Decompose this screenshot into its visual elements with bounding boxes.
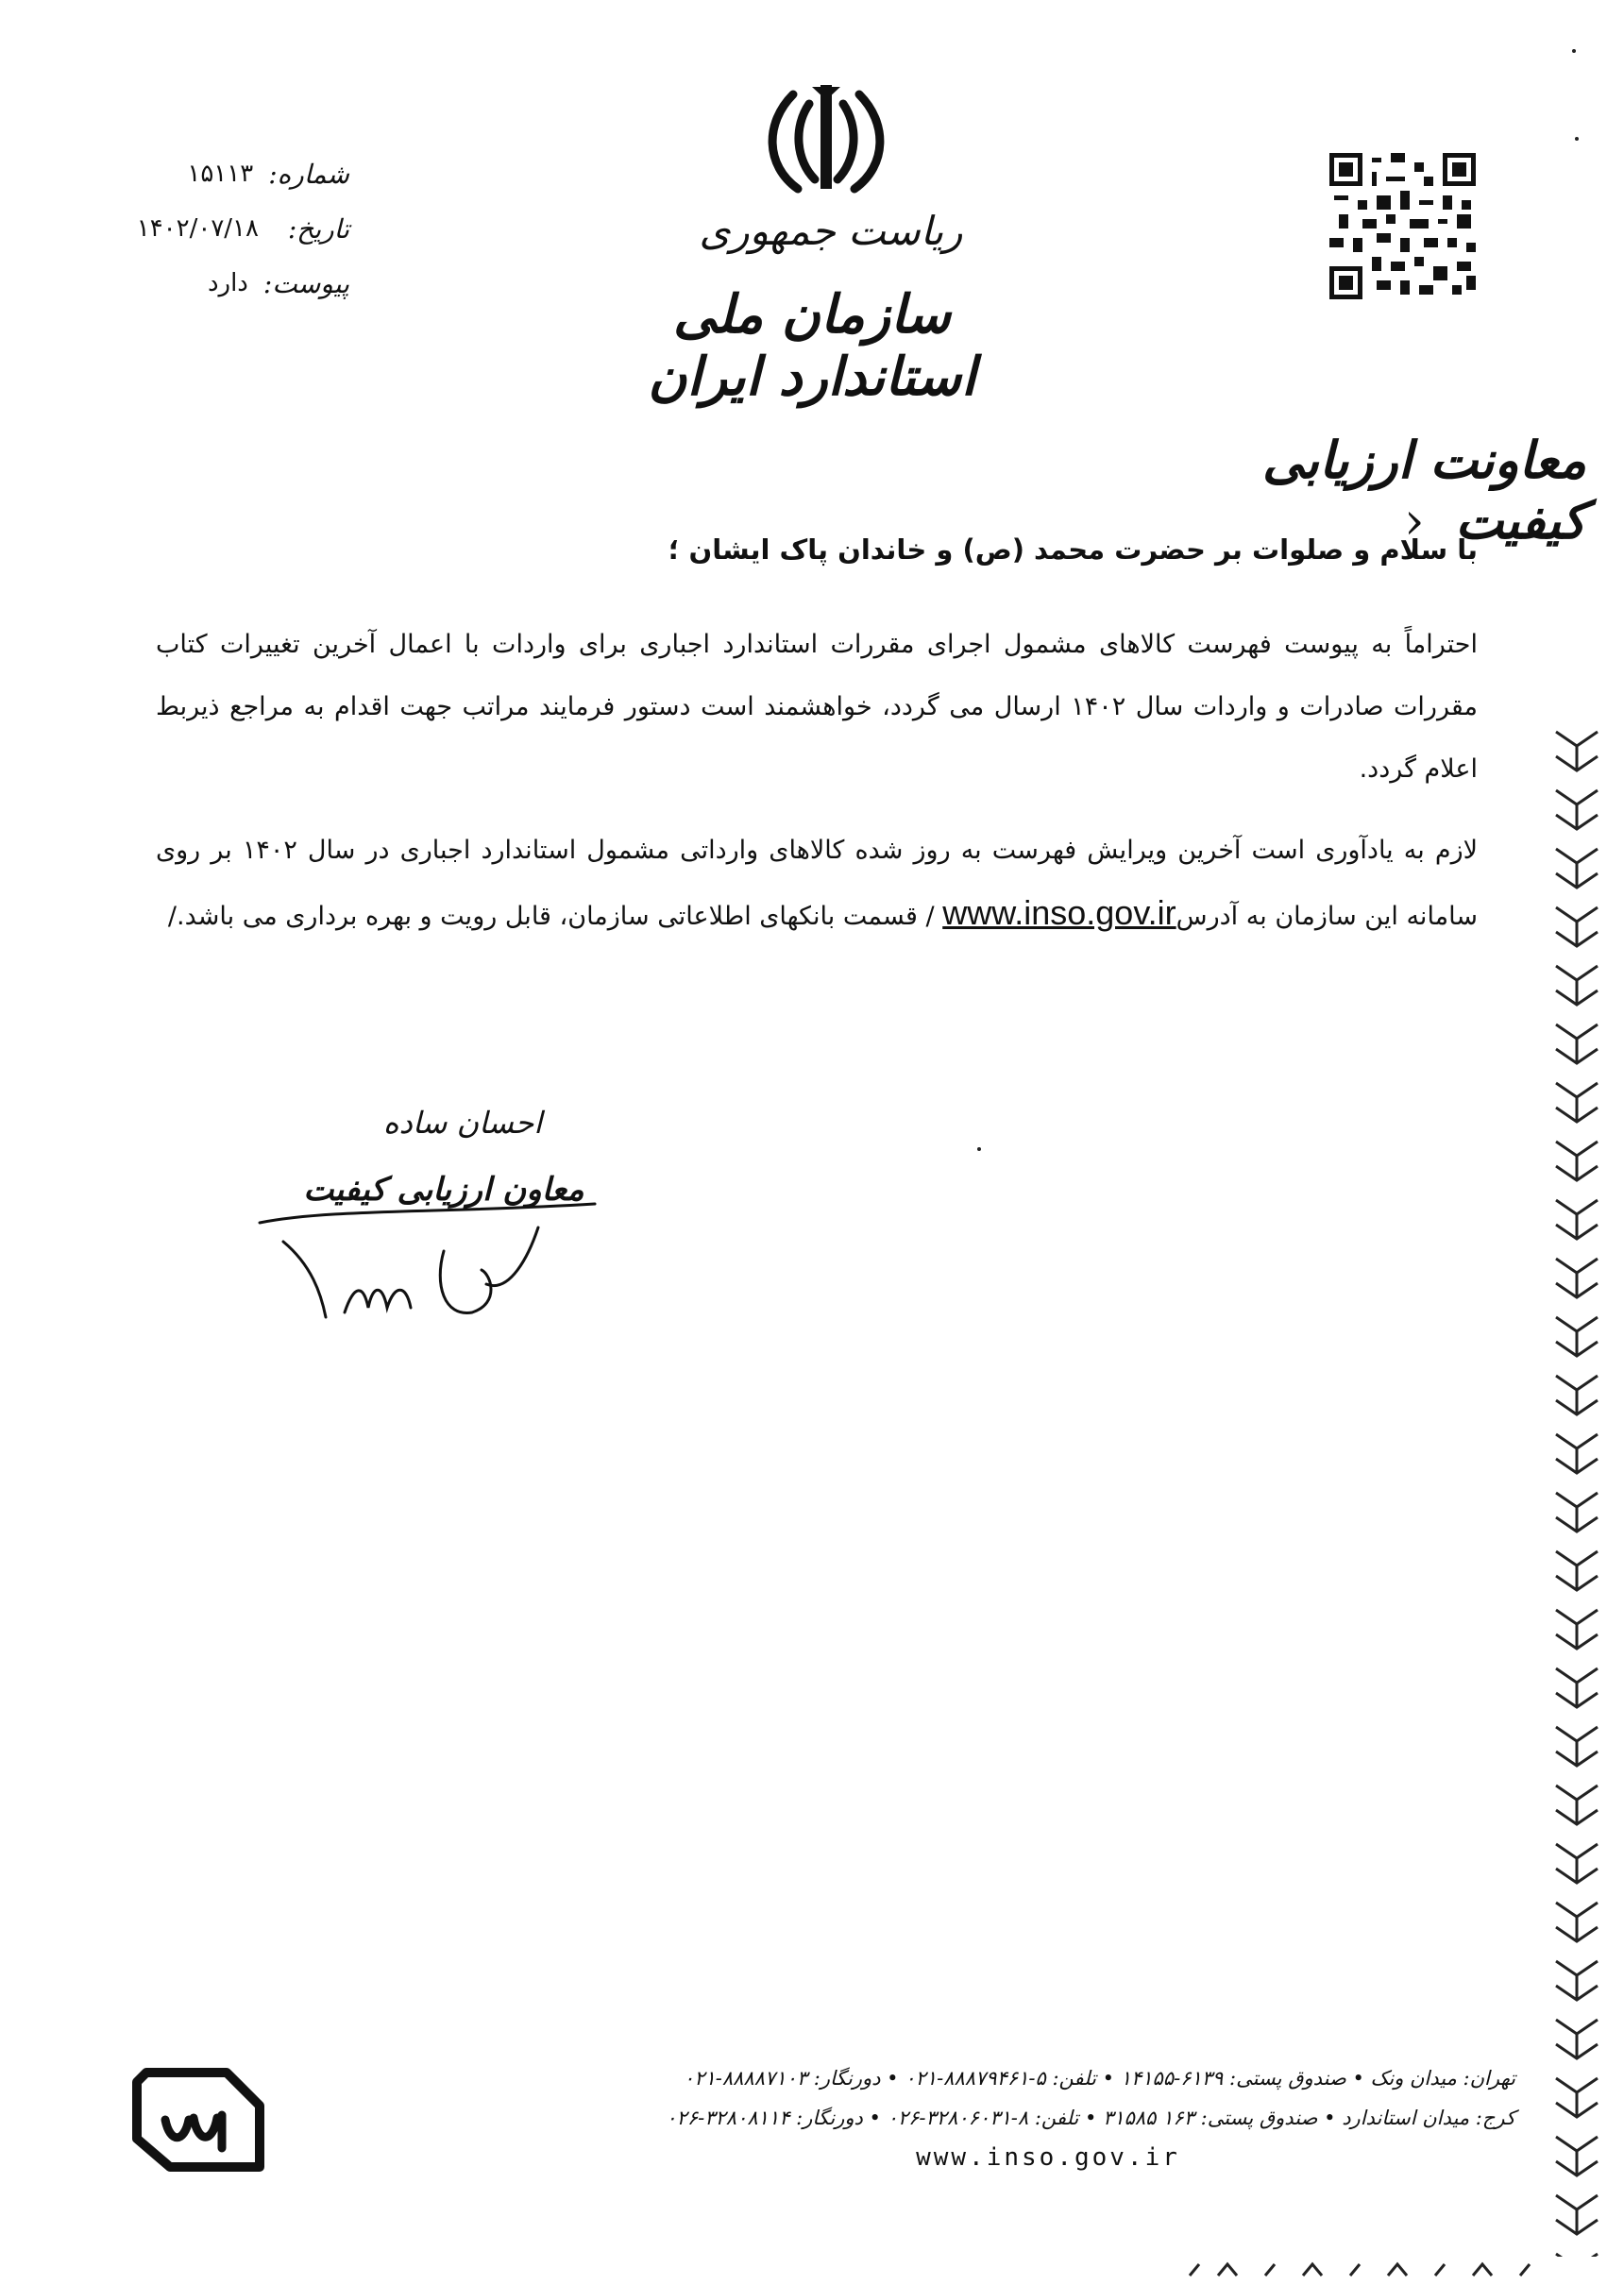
body-paragraph-1: احتراماً به پیوست فهرست کالاهای مشمول اجرای مقررات استاندارد اجباری برای واردات با اعمال آخرین تغییرات کتاب مقررات صادرات و واردات سال ۱۴۰۲ ارسال می گردد، خواهشمند است دستور فرمایند مراتب جهت اقدام به مراجع ذیربط اعلام گردد. (156, 630, 1478, 784)
decorative-bottom-marks-icon (1180, 2257, 1539, 2279)
footer-tehran-address: تهران: میدان ونک • صندوق پستی: ۶۱۳۹-۱۴۱۵۵ • تلفن: ۵-۸۸۸۷۹۴۶۱-۰۲۱ • دورنگار: ۸۸۸۸۷۱۰۳-۰۲۱ (683, 2067, 1515, 2090)
decorative-border-pattern-icon (1548, 727, 1605, 2257)
greeting-line: با سلام و صلوات بر حضرت محمد (ص) و خاندان پاک ایشان ؛ (668, 533, 1478, 566)
attachment-label: پیوست: (262, 267, 349, 299)
footer-karaj-address: کرج: میدان استاندارد • صندوق پستی: ۱۶۳ ۳۱۵۸۵ • تلفن: ۸-۳۲۸۰۶۰۳۱-۰۲۶ • دورنگار: ۳۲۸۰۸۱۱۴-۰۲۶ (666, 2107, 1515, 2129)
date-value: ۱۴۰۲/۰۷/۱۸ (136, 214, 259, 243)
website-link[interactable]: www.inso.gov.ir (942, 893, 1176, 932)
chevron-left-icon: ‹ (1403, 491, 1425, 550)
number-value: ۱۵۱۱۳ (187, 160, 254, 188)
meta-attachment-row (104, 256, 349, 311)
signatory-title: معاون ارزیابی کیفیت (303, 1171, 584, 1209)
paragraph-2-text-start: لازم به یادآوری است آخرین ویرایش فهرست به روز شده کالاهای وارداتی مشمول استاندارد اجباری در سال ۱۴۰۲ بر روی سامانه این سازمان به آدرس (156, 836, 1479, 931)
footer-address (585, 2058, 1515, 2138)
attachment-value: دارد (207, 269, 248, 297)
scan-speck (1575, 137, 1579, 141)
organization-title: سازمان ملی استاندارد ایران (648, 283, 976, 408)
department-heading (1114, 430, 1586, 550)
iran-emblem-icon (760, 76, 892, 208)
signatory-name: احسان ساده (382, 1105, 543, 1141)
iso-standard-logo-icon (127, 2063, 269, 2181)
paragraph-2-text-end: / قسمت بانکهای اطلاعاتی سازمان، قابل رویت و بهره برداری می باشد./ (167, 902, 943, 931)
government-title: ریاست جمهوری (699, 208, 963, 254)
meta-number-row (104, 146, 349, 201)
footer-website[interactable]: www.inso.gov.ir (916, 2143, 1180, 2172)
date-label: تاریخ: (287, 212, 349, 245)
letter-meta (104, 146, 349, 311)
qr-code-icon (1329, 153, 1476, 299)
scan-speck (977, 1147, 981, 1151)
body-paragraph-2 (156, 820, 1478, 948)
meta-date-row (104, 201, 349, 256)
handwritten-signature-icon (255, 1152, 604, 1331)
department-name: معاونت ارزیابی کیفیت (1261, 430, 1586, 550)
scan-speck (1572, 49, 1576, 53)
number-label: شماره: (268, 158, 349, 190)
